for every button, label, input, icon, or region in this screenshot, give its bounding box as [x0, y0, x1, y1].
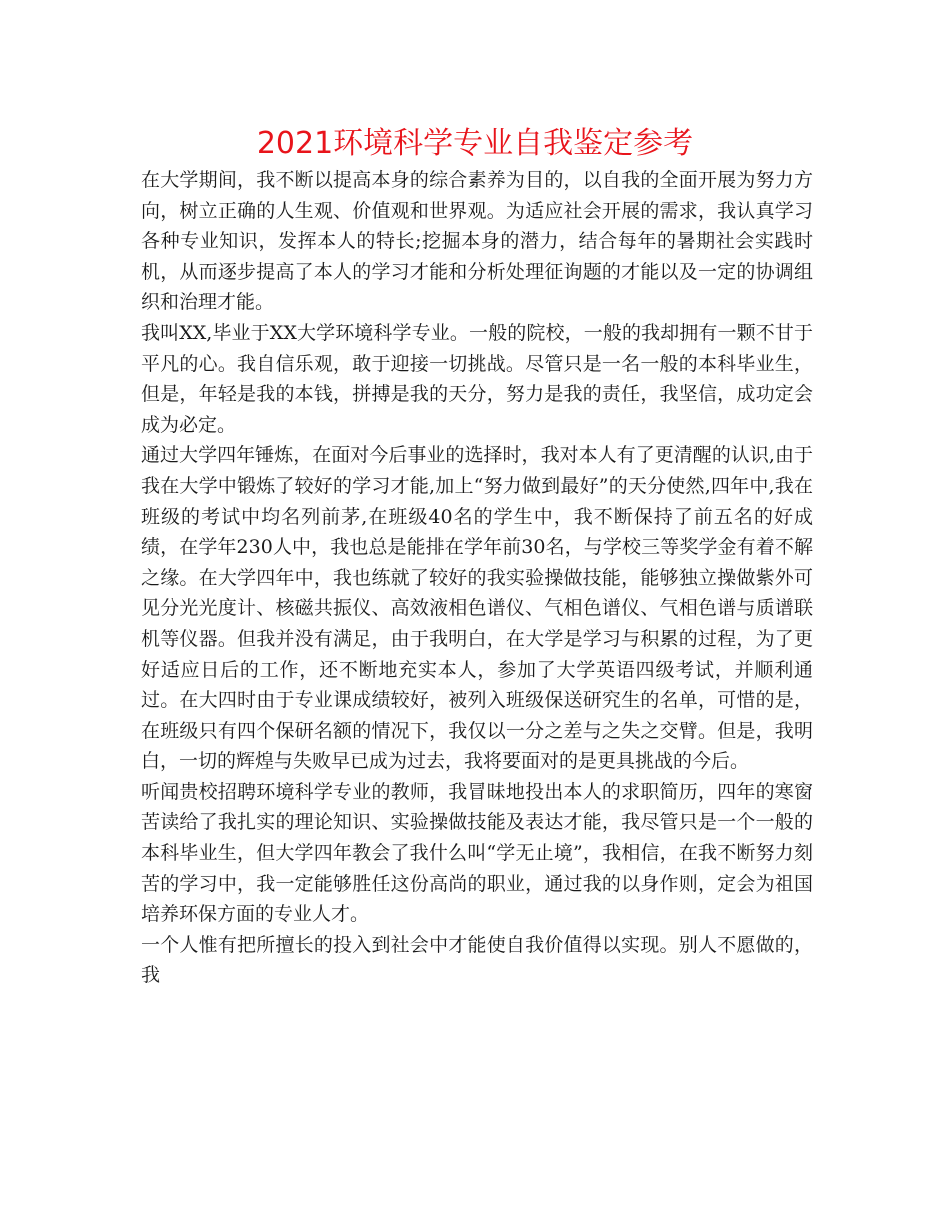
paragraph-3: 通过大学四年锤炼，在面对今后事业的选择时，我对本人有了更清醒的认识,由于我在大学中锻炼了较好的学习才能,加上“努力做到最好”的天分使然,四年中,我在班级的考试中均名列前茅,在班级40名的学生中，我不断保持了前五名的好成绩，在学年230人中，我也总是能排在学年前30名，与学校三等奖学金有着不解之缘。在大学四年中，我也练就了较好的我实验操做技能，能够独立操做紫外可见分光光度计、核磁共振仪、高效液相色谱仪、气相色谱仪、气相色谱与质谱联机等仪器。但我并没有满足，由于我明白，在大学是学习与积累的过程，为了更好适应日后的工作，还不断地充实本人，参加了大学英语四级考试，并顺利通过。在大四时由于专业课成绩较好，被列入班级保送研究生的名单，可惜的是，在班级只有四个保研名额的情况下，我仅以一分之差与之失之交臂。但是，我明白，一切的辉煌与失败早已成为过去，我将要面对的是更具挑战的今后。	[141, 444, 813, 773]
document-body	[141, 165, 813, 991]
paragraph-5: 一个人惟有把所擅长的投入到社会中才能使自我价值得以实现。别人不愿做的，我	[141, 933, 813, 987]
document-title: 2021环境科学专业自我鉴定参考	[256, 126, 694, 161]
paragraph-1: 在大学期间，我不断以提高本身的综合素养为目的，以自我的全面开展为努力方向，树立正确的人生观、价值观和世界观。为适应社会开展的需求，我认真学习各种专业知识，发挥本人的特长;挖掘本身的潜力，结合每年的暑期社会实践时机，从而逐步提高了本人的学习才能和分析处理征询题的才能以及一定的协调组织和治理才能。	[141, 169, 813, 314]
paragraph-4: 听闻贵校招聘环境科学专业的教师，我冒昧地投出本人的求职简历，四年的寒窗苦读给了我扎实的理论知识、实验操做技能及表达才能，我尽管只是一个一般的本科毕业生，但大学四年教会了我什么叫“学无止境”，我相信，在我不断努力刻苦的学习中，我一定能够胜任这份高尚的职业，通过我的以身作则，定会为祖国培养环保方面的专业人才。	[141, 780, 813, 926]
paragraph-2: 我叫XX,毕业于XX大学环境科学专业。一般的院校，一般的我却拥有一颗不甘于平凡的心。我自信乐观，敢于迎接一切挑战。尽管只是一名一般的本科毕业生，但是，年轻是我的本钱，拼搏是我的天分，努力是我的责任，我坚信，成功定会成为必定。	[141, 321, 813, 436]
